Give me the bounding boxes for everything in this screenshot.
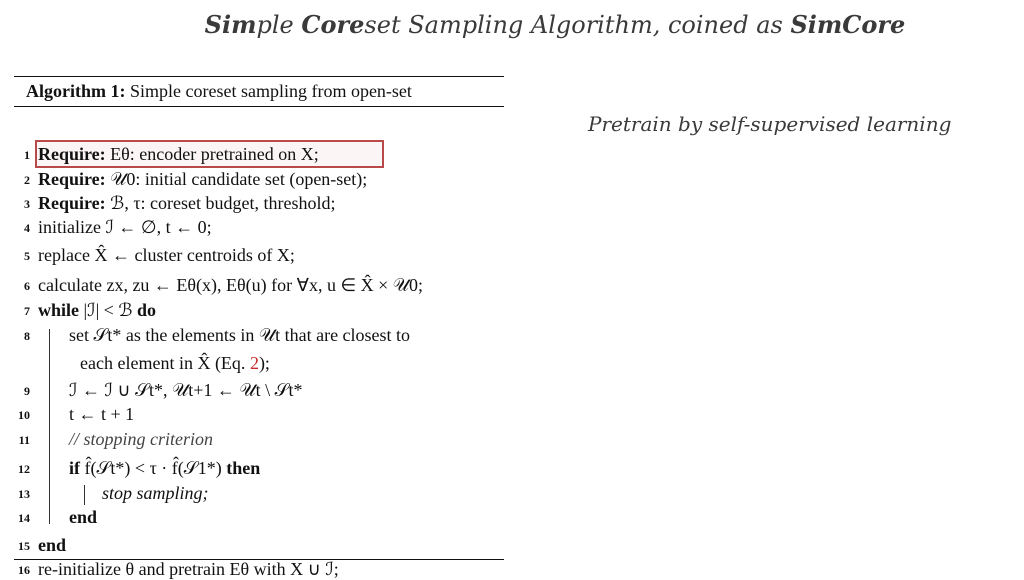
title-bold-sim: Sim xyxy=(204,10,257,39)
line-content: each element in X̂ (Eq. 2); xyxy=(80,353,270,373)
line-number: 1 xyxy=(24,148,30,162)
algorithm-box xyxy=(14,76,504,579)
line-number: 2 xyxy=(24,173,30,187)
line-content: initialize ℐ ← ∅, t ← 0; xyxy=(38,217,212,237)
line-number: 3 xyxy=(24,197,30,211)
line-content: stop sampling; xyxy=(102,483,209,503)
line-content: Require: Eθ: encoder pretrained on X; xyxy=(38,144,319,164)
line-content: replace X̂ ← cluster centroids of X; xyxy=(38,245,295,265)
line-content: Require: 𝒰0: initial candidate set (open-set); xyxy=(38,169,368,189)
line-content: end xyxy=(38,535,67,555)
line-content: t ← t + 1 xyxy=(69,404,135,424)
side-note: Pretrain by self-supervised learning xyxy=(588,112,952,136)
line-content: while |ℐ| < ℬ do xyxy=(38,300,156,320)
slide-title xyxy=(0,10,1024,39)
comment: // stopping criterion xyxy=(69,429,213,449)
line-content: end xyxy=(69,507,98,527)
line-number: 15 xyxy=(18,539,30,553)
line-number: 5 xyxy=(24,249,30,263)
line-number: 4 xyxy=(24,221,30,235)
line-number: 16 xyxy=(18,563,30,577)
line-number: 8 xyxy=(24,329,30,343)
line-number: 7 xyxy=(24,304,30,318)
line-content: ℐ ← ℐ ∪ 𝒮t*, 𝒰t+1 ← 𝒰t \ 𝒮t* xyxy=(69,380,303,400)
line-number: 13 xyxy=(18,487,30,501)
algorithm-caption xyxy=(14,77,504,106)
title-text-2: set Sampling Algorithm, coined as xyxy=(364,11,791,39)
title-bold-simcore: SimCore xyxy=(790,10,906,39)
line-number: 10 xyxy=(18,408,30,422)
line-number: 12 xyxy=(18,462,30,476)
algorithm-body xyxy=(14,107,504,579)
line-content: set 𝒮t* as the elements in 𝒰t that are closest to xyxy=(69,325,411,345)
line-content: if f̂(𝒮t*) < τ · f̂(𝒮1*) then xyxy=(69,458,261,478)
while-block-bar xyxy=(49,329,50,524)
line-number: 11 xyxy=(18,433,30,447)
caption-text: Simple coreset sampling from open-set xyxy=(129,81,412,101)
line-content: Require: ℬ, τ: coreset budget, threshold; xyxy=(38,193,336,213)
line-content: calculate zx, zu ← Eθ(x), Eθ(u) for ∀x, u ∈ X̂ × 𝒰0; xyxy=(38,275,423,295)
if-block-bar xyxy=(84,485,85,505)
line-number: 9 xyxy=(24,384,30,398)
equation-reference: 2 xyxy=(249,353,259,373)
line-content: re-initialize θ and pretrain Eθ with X ∪ ℐ; xyxy=(38,559,339,579)
title-bold-core: Core xyxy=(301,10,365,39)
line-number: 14 xyxy=(18,511,30,525)
line-number: 6 xyxy=(24,279,30,293)
title-text-1: ple xyxy=(256,11,302,39)
caption-label: Algorithm 1: xyxy=(26,81,126,101)
